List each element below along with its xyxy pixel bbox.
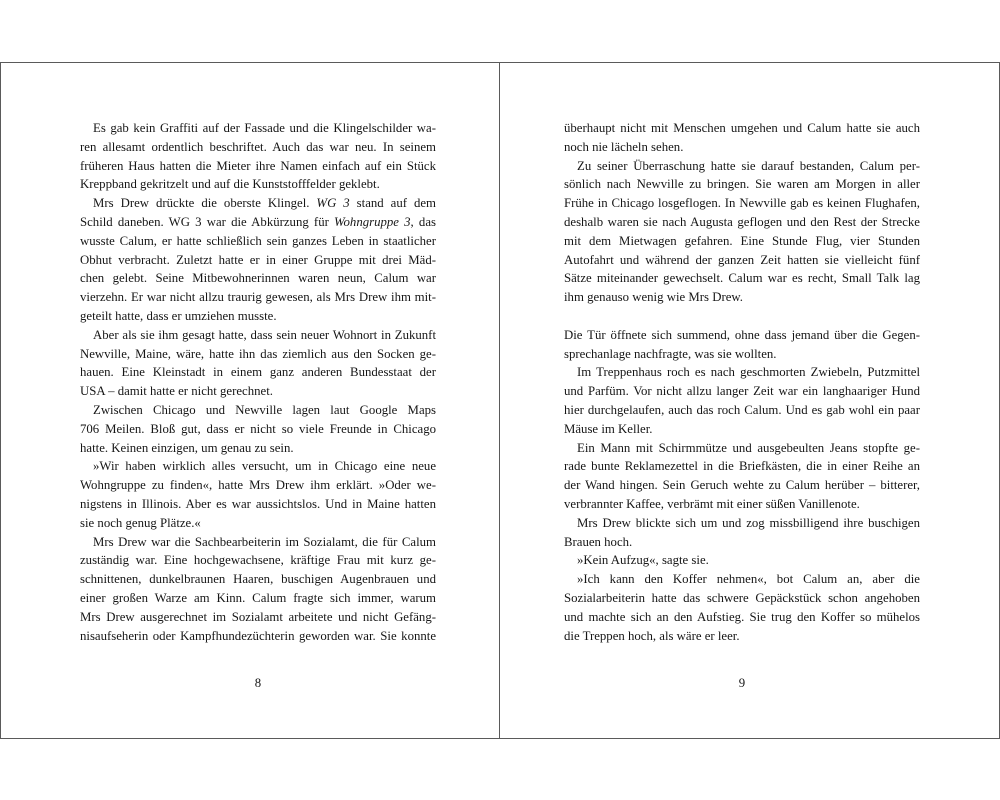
text-line: zuständig war. Eine hochgewachsene, kräftige Frau mit kurz ge- [80, 553, 436, 568]
text-line: Es gab kein Graffiti auf der Fassade und die Klingelschilder wa- [93, 121, 436, 135]
text-line: Newville, Maine, wäre, hatte ihn das ziemlich aus den Socken ge- [80, 346, 436, 361]
text-line: rade bunte Reklamezettel in die Briefkästen, die in einer Reihe an [564, 459, 920, 474]
text-line: überhaupt nicht mit Menschen umgehen und Calum hatte sie auch [564, 121, 920, 135]
text-line: Ein Mann mit Schirmmütze und ausgebeulten Jeans stopfte ge- [577, 440, 920, 455]
text-line: sönlich nach Newville zu bringen. Sie waren am Morgen in aller [564, 177, 920, 192]
paragraph [564, 119, 920, 157]
text-line: deshalb waren sie nach Augusta geflogen und den Rest der Strecke [564, 214, 920, 229]
emphasis-text: WG 3 [316, 196, 350, 211]
emphasis-text: Wohngruppe 3 [334, 214, 411, 229]
text-line: nigstens in Illinois. Aber es war aussichtslos. Und in Maine hatten [80, 496, 436, 511]
text-line: nisaufseherin oder Kampfhundezüchterin geworden war. Sie konnte [80, 628, 436, 643]
paragraph [564, 551, 920, 570]
text-line: Die Tür öffnete sich summend, ohne dass jemand über die Gegen- [564, 327, 920, 342]
text-line: Sätze miteinander gewechselt. Calum war es recht, Small Talk lag [564, 271, 920, 286]
text-run: , das [410, 214, 436, 229]
text-line: die Treppen hoch, als wäre er leer. [564, 628, 740, 643]
text-line: Im Treppenhaus roch es nach geschmorten Zwiebeln, Putzmittel [577, 365, 920, 380]
paragraph [564, 439, 920, 514]
text-run: Schild daneben. WG 3 war die Abkürzung für [80, 214, 335, 229]
text-line: hauen. Eine Kleinstadt in einem ganz anderen Bundesstaat der [80, 365, 436, 380]
text-line [80, 194, 436, 213]
text-line: einer großen Warze am Kinn. Calum fragte sich immer, warum [80, 590, 436, 605]
text-line: noch nie lächeln sehen. [564, 139, 684, 154]
text-line: Frühe in Chicago losgeflogen. In Newville gab es keinen Flughafen, [564, 196, 920, 211]
text-line: wusste Calum, er hatte schließlich sein ganzes Leben in staatlicher [80, 233, 436, 248]
text-line: sie noch genug Plätze.« [80, 515, 201, 530]
text-line: Obhut verbracht. Zuletzt hatte er in einer Gruppe mit drei Mäd- [80, 252, 436, 267]
paragraph [564, 157, 920, 307]
text-line: Kreppband gekritzelt und auf die Kunststofffelder geklebt. [80, 177, 380, 192]
paragraph [80, 119, 436, 194]
text-line: Sozialarbeiterin hatte das schwere Gepäckstück schon angehoben [564, 590, 920, 605]
text-run: Mrs Drew drückte die oberste Klingel. [93, 196, 317, 211]
text-line: »Wir haben wirklich alles versucht, um in Chicago eine neue [93, 459, 436, 474]
paragraph [564, 570, 920, 645]
text-line: verbrannter Kaffee, verbrämt mit einer süßen Vanillenote. [564, 496, 860, 511]
text-line: hier durchgelaufen, auch das roch Calum. Und es gab wohl ein paar [564, 402, 920, 417]
right-page-text [564, 119, 920, 645]
text-line: der Wand hingen. Sein Geruch wehte zu Calum herüber – bitterer, [564, 478, 920, 493]
text-run: stand auf dem [349, 196, 437, 211]
text-line: Zu seiner Überraschung hatte sie darauf bestanden, Calum per- [577, 158, 920, 173]
left-page-text [80, 119, 436, 645]
paragraph [564, 326, 920, 364]
spine-divider [499, 62, 500, 739]
text-line: Brauen hoch. [564, 534, 633, 549]
text-line: Wohngruppe zu finden«, hatte Mrs Drew ihm erklärt. »Oder we- [80, 478, 436, 493]
text-line: Autofahrt und während der ganzen Zeit hatten sie vielleicht fünf [564, 252, 920, 267]
text-line: geteilt hatte, dass er umziehen musste. [80, 308, 277, 323]
text-line: Mäuse im Keller. [564, 421, 653, 436]
text-line: ihm genauso wenig wie Mrs Drew. [564, 290, 743, 305]
text-line: Mrs Drew blickte sich um und zog missbilligend ihre buschigen [577, 515, 920, 530]
text-line: Mrs Drew war die Sachbearbeiterin im Sozialamt, die für Calum [93, 534, 436, 549]
paragraph [80, 326, 436, 401]
paragraph [80, 401, 436, 457]
paragraph [80, 457, 436, 532]
text-line: Mrs Drew ausgerechnet im Sozialamt arbeitete und nicht Gefäng- [80, 609, 436, 624]
paragraph [564, 363, 920, 438]
text-line: Zwischen Chicago und Newville lagen laut Google Maps [93, 402, 436, 417]
text-line: sprechanlage nachfragte, was sie wollten. [564, 346, 777, 361]
paragraph [564, 514, 920, 552]
page-number: 8 [254, 676, 262, 690]
text-line: früheren Haus hatten die Mieter ihre Namen einfach auf ein Stück [80, 158, 436, 173]
text-line: Aber als sie ihm gesagt hatte, dass sein neuer Wohnort in Zukunft [93, 327, 436, 342]
text-line: »Ich kann den Koffer nehmen«, bot Calum an, aber die [577, 572, 920, 587]
text-line: chen gelebt. Seine Mitbewohnerinnen waren neun, Calum war [80, 271, 436, 286]
text-line: schnittenen, dunkelbraunen Haaren, buschigen Augenbrauen und [80, 572, 436, 587]
text-line: »Kein Aufzug«, sagte sie. [577, 553, 709, 568]
section-break [564, 307, 920, 326]
text-line: ren allesamt ordentlich beschriftet. Auch das war neu. In seinem [80, 139, 436, 154]
text-line: und Parfüm. Vor nicht allzu langer Zeit war ein langhaariger Hund [564, 384, 920, 399]
text-line: hatte. Keinen einzigen, um genau zu sein. [80, 440, 294, 455]
page-number: 9 [738, 676, 746, 690]
text-line: USA – damit hatte er nicht gerechnet. [80, 384, 273, 399]
paragraph [80, 194, 436, 326]
text-line: 706 Meilen. Bloß gut, dass er nicht so viele Freunde in Chicago [80, 421, 436, 436]
paragraph [80, 533, 436, 646]
text-line: mit dem Mietwagen gefahren. Eine Stunde Flug, vier Stunden [564, 233, 920, 248]
text-line [80, 213, 436, 232]
text-line: vierzehn. Er war nicht allzu traurig gewesen, als Mrs Drew ihm mit- [80, 290, 436, 305]
text-line: und machte sich an den Aufstieg. Sie trug den Koffer so mühelos [564, 609, 920, 624]
